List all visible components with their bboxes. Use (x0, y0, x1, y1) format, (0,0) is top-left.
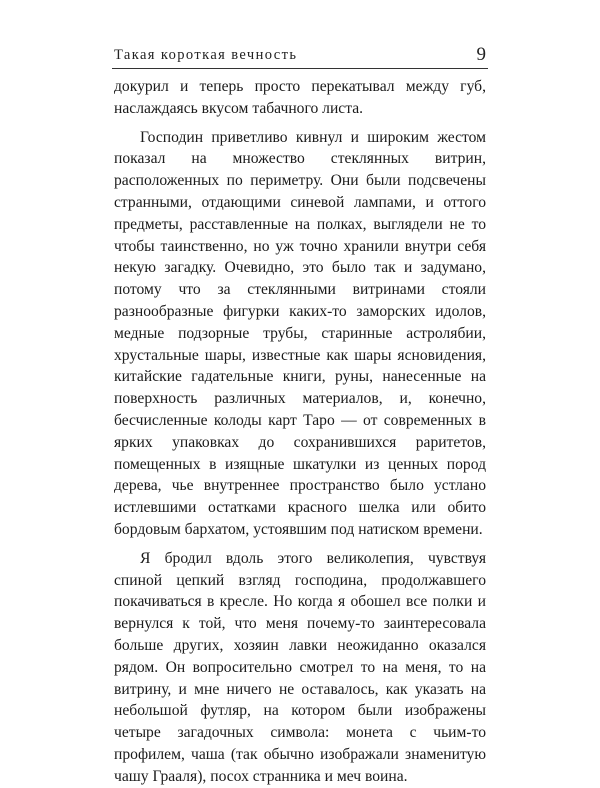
body-text (114, 76, 486, 788)
paragraph: Господин приветливо кивнул и широким жестом показал на множество стеклянных витрин, расположенных по периметру. Они были подсвечены странными, отдающими синевой лампами, и оттого предметы, расставленные на полках, выглядели не то чтобы таинственно, но уж точно хранили внутри себя некую загадку. Очевидно, это было так и задумано, потому что за стеклянными витринами стояли разнообразные фигурки каких-то заморских идолов, медные подзорные трубы, старинные астролябии, хрустальные шары, известные как шары ясновидения, китайские гадательные книги, руны, нанесенные на поверхность различных материалов, и, конечно, бесчисленные колоды карт Таро — от современных в ярких упаковках до сохранившихся раритетов, помещенных в изящные шкатулки из ценных пород дерева, чье внутреннее пространство было устлано истлевшими остатками красного шелка или обито бордовым бархатом, устоявшим под натиском времени. (114, 128, 486, 538)
running-head (114, 36, 486, 64)
header-rule (112, 68, 488, 69)
paragraph-continued: докурил и теперь просто перекатывал между губ, наслаждаясь вкусом табачного листа. (114, 78, 486, 117)
page-number: 9 (476, 44, 486, 65)
paragraph: Я бродил вдоль этого великолепия, чувствуя спиной цепкий взгляд господина, продолжавшего покачиваться в кресле. Но когда я обошел все полки и вернулся к той, что меня почему-то заинтересовала больше других, хозяин лавки неожиданно оказался рядом. Он вопросительно смотрел то на меня, то на витрину, и мне ничего не оставалось, как указать на небольшой футляр, на котором были изображены четыре загадочных символа: монета с чьим-то профилем, чаша (так обычно изображали знаменитую чашу Грааля), посох странника и меч воина. (114, 549, 486, 785)
running-title: Такая короткая вечность (114, 47, 298, 63)
